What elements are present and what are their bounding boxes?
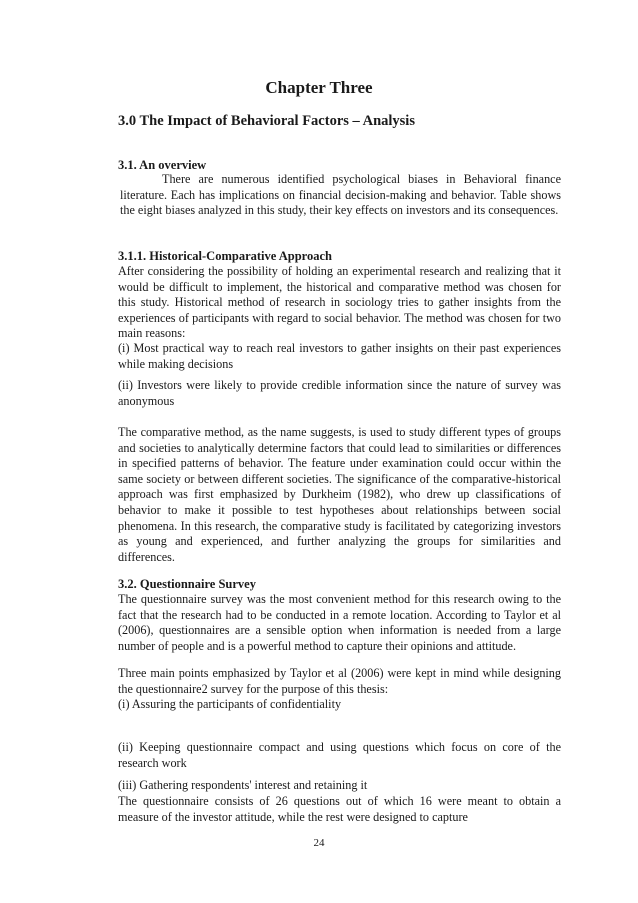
historical-paragraph-1: After considering the possibility of holding an experimental research and realizing that it would be difficult to implement, the historical and comparative method was chosen for this study. Historical method of research in sociology tries to gather insights from the experiences of participants with regard to social behavior. The method was chosen for two main reasons: xyxy=(118,264,561,341)
historical-paragraph-2: The comparative method, as the name suggests, is used to study different types of groups and societies to analytically determine factors that could lead to similarities or differences in specified patterns of behavior. The feature under examination could occur within the same society or between different societies. The significance of the comparative-historical approach was first emphasized by Durkheim (1982), who drew up classifications of behavior to make it possible to test hypotheses about relationships between social phenomena. In this research, the comparative study is facilitated by categorizing investors as young and experienced, and further analyzing the groups for similarities and differences. xyxy=(118,425,561,564)
point-2: (ii) Keeping questionnaire compact and using questions which focus on core of the research work xyxy=(118,740,561,770)
page-number: 24 xyxy=(313,837,325,849)
questionnaire-paragraph-1: The questionnaire survey was the most convenient method for this research owing to the fact that the research had to be conducted in a remote location. According to Taylor et al (2006), questionnaires are a sensible option when information is needed from a large number of people and is a powerful method to capture their opinions and attitude. xyxy=(118,592,561,653)
historical-heading: 3.1.1. Historical-Comparative Approach xyxy=(118,249,332,263)
overview-paragraph: There are numerous identified psychological biases in Behavioral finance literature. Each has implications on financial decision-making and behavior. Table shows the eight biases analyzed in this study, their key effects on investors and its consequences. xyxy=(120,172,561,218)
section-heading: 3.0 The Impact of Behavioral Factors – Analysis xyxy=(118,113,415,129)
point-3: (iii) Gathering respondents' interest and retaining it xyxy=(118,778,368,792)
overview-heading: 3.1. An overview xyxy=(118,158,207,172)
point-1: (i) Assuring the participants of confidentiality xyxy=(118,697,342,711)
reason-2: (ii) Investors were likely to provide credible information since the nature of survey was anonymous xyxy=(118,378,561,408)
questionnaire-paragraph-3: The questionnaire consists of 26 questions out of which 16 were meant to obtain a measure of the investor attitude, while the rest were designed to capture xyxy=(118,794,561,824)
questionnaire-heading: 3.2. Questionnaire Survey xyxy=(118,577,256,591)
reason-1: (i) Most practical way to reach real investors to gather insights on their past experiences while making decisions xyxy=(118,341,561,371)
questionnaire-paragraph-2: Three main points emphasized by Taylor et al (2006) were kept in mind while designing the questionnaire2 survey for the purpose of this thesis: xyxy=(118,666,561,696)
chapter-title: Chapter Three xyxy=(265,78,373,97)
